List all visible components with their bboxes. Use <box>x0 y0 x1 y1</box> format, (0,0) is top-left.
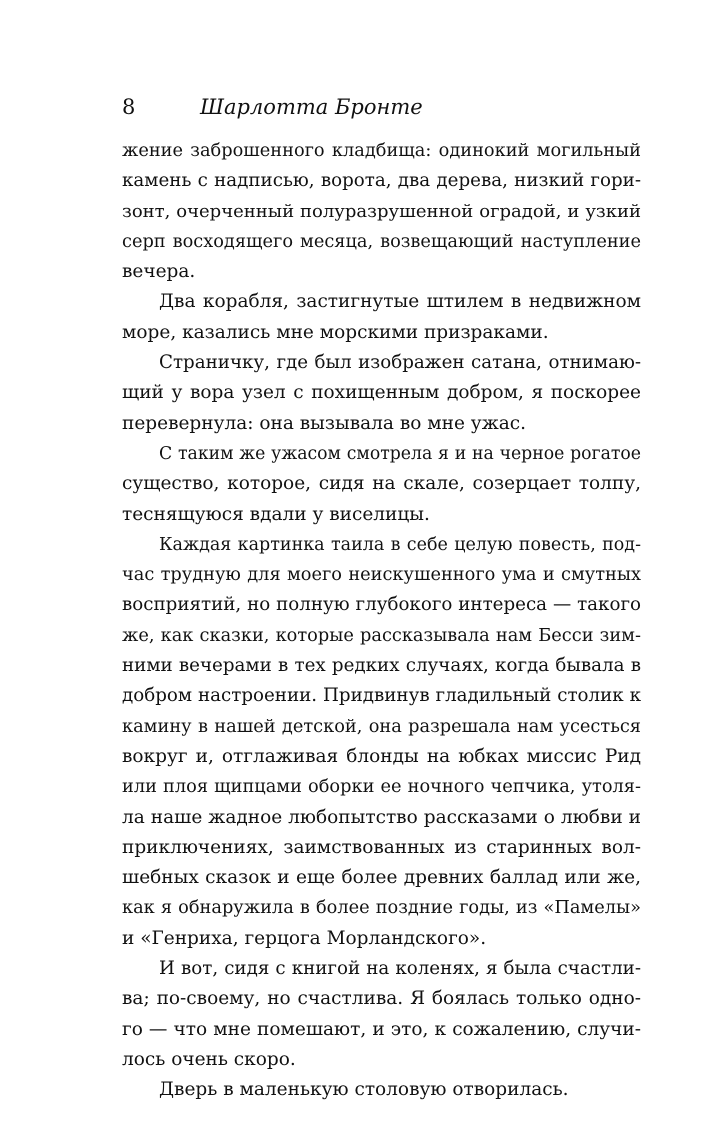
running-head-author: Шарлотта Бронте <box>200 95 423 119</box>
text-line: камень с надписью, ворота, два дерева, низкий гори- <box>122 170 641 192</box>
text-line: приключениях, заимствованных из старинных вол- <box>122 836 641 858</box>
body-text <box>122 136 641 1106</box>
text-line: существо, которое, сидя на скале, созерцает толпу, <box>122 473 641 495</box>
text-line: ними вечерами в тех редких случаях, когда бывала в <box>122 655 641 677</box>
text-line: добром настроении. Придвинув гладильный столик к <box>122 685 641 707</box>
text-line: вокруг и, отглаживая блонды на юбках миссис Рид <box>122 745 641 767</box>
text-line: вечера. <box>122 261 196 283</box>
text-line: Два корабля, застигнутые штилем в недвижном <box>159 291 641 313</box>
text-line: как я обнаружила в более поздние годы, из «Памелы» <box>122 898 641 919</box>
text-line: ла наше жадное любопытство рассказами о любви и <box>122 806 641 828</box>
text-line: Дверь в маленькую столовую отворилась. <box>159 1079 569 1101</box>
text-line: или плоя щипцами оборки ее ночного чепчика, утоля- <box>122 777 641 798</box>
text-line: камину в нашей детской, она разрешала нам усесться <box>122 716 641 737</box>
text-line: шебных сказок и еще более древних баллад или же, <box>122 867 641 889</box>
text-line: Страничку, где был изображен сатана, отнимаю- <box>159 352 641 374</box>
running-head <box>122 92 642 122</box>
text-line: серп восходящего месяца, возвещающий наступление <box>122 231 641 252</box>
text-line: И вот, сидя с книгой на коленях, я была счастли- <box>159 958 641 980</box>
page-number: 8 <box>122 95 136 119</box>
text-line: час трудную для моего неискушенного ума и смутных <box>122 565 641 586</box>
text-line: теснящуюся вдали у виселицы. <box>122 503 430 525</box>
text-line: лось очень скоро. <box>122 1048 296 1070</box>
text-line: щий у вора узел с похищенным добром, я поскорее <box>122 382 641 404</box>
text-line: ва; по-своему, но счастлива. Я боялась только одно- <box>122 988 641 1010</box>
text-line: Каждая картинка таила в себе целую повесть, под- <box>159 534 641 555</box>
text-line: го — что мне помешают, и это, к сожалению, случи- <box>122 1018 641 1040</box>
text-line: С таким же ужасом смотрела я и на черное рогатое <box>159 443 641 464</box>
text-line: жение заброшенного кладбища: одинокий могильный <box>122 141 641 161</box>
text-line: зонт, очерченный полуразрушенной оградой, и узкий <box>122 200 641 222</box>
text-line: море, казались мне морскими призраками. <box>122 321 549 343</box>
text-line: восприятий, но полную глубокого интереса — такого <box>122 594 641 616</box>
text-line: и «Генриха, герцога Морландского». <box>122 927 487 949</box>
text-line: перевернула: она вызывала во мне ужас. <box>122 412 526 434</box>
text-line: же, как сказки, которые рассказывала нам Бесси зим- <box>122 625 641 646</box>
